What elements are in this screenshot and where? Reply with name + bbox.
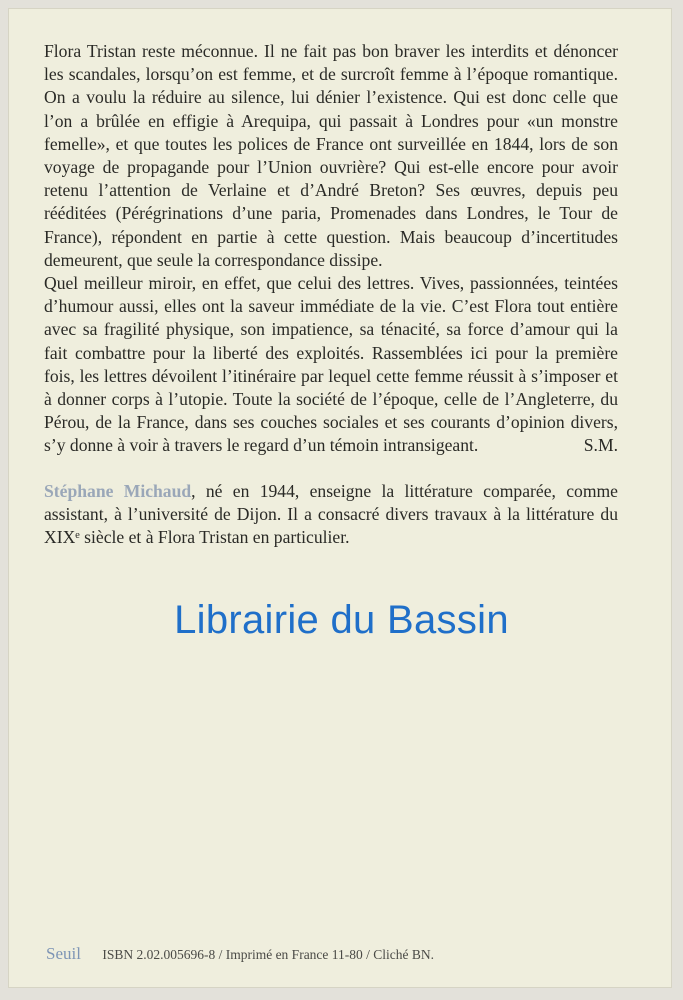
author-bio [44,480,618,550]
watermark: Librairie du Bassin [174,598,509,642]
paragraph-letters: Quel meilleur miroir, en effet, que celui des lettres. Vives, passionnées, teintées d’humour aussi, elles ont la saveur immédiate de la vie. C’est Flora tout entière avec sa fragilité physique, son impatience, sa ténacité, sa force d’amour qui la fait combattre pour la liberté des exploités. Rassemblées ici pour la première fois, les lettres dévoilent l’itinéraire par lequel cette femme réussit à s’imposer et à donner corps à l’utopie. Toute la société de l’époque, celle de l’Angleterre, du Pérou, de la France, dans ses couches sociales et ses courants d’opinion divers, s’y donne à voir à travers le regard d’un témoin intransigeant. [44,273,618,456]
author-bio-text: , né en 1944, enseigne la littérature comparée, comme assistant, à l’université de Dijon. Il a consacré divers travaux à la littérature du XIXᵉ siècle et à Flora Tristan en particulier. [44,480,618,548]
isbn-imprint: ISBN 2.02.005696-8 / Imprimé en France 11-80 / Cliché BN. [102,947,435,962]
author-initials: S.M. [583,435,618,456]
back-cover-text [44,40,618,549]
paragraph-intro: Flora Tristan reste méconnue. Il ne fait pas bon braver les interdits et dénoncer les scandales, lorsqu’on est femme, et de surcroît femme à l’époque romantique. On a voulu la réduire au silence, lui dénier l’existence. Qui est donc celle que l’on a brûlée en effigie à Arequipa, qui passait à Londres pour «un monstre femelle», et que toutes les polices de France ont surveillée en 1844, lors de son voyage de propagande pour l’Union ouvrière? Qui est-elle encore pour avoir retenu l’attention de Verlaine et d’André Breton? Ses œuvres, depuis peu rééditées (Pérégrinations d’une paria, Promenades dans Londres, le Tour de France), répondent en partie à cette question. Mais beaucoup d’incertitudes demeurent, que seule la correspondance dissipe. [44,41,618,270]
author-name: Stéphane Michaud [44,480,192,501]
side-printed-code [622,838,632,928]
publisher-name: Seuil [46,944,81,963]
footer [46,944,434,964]
